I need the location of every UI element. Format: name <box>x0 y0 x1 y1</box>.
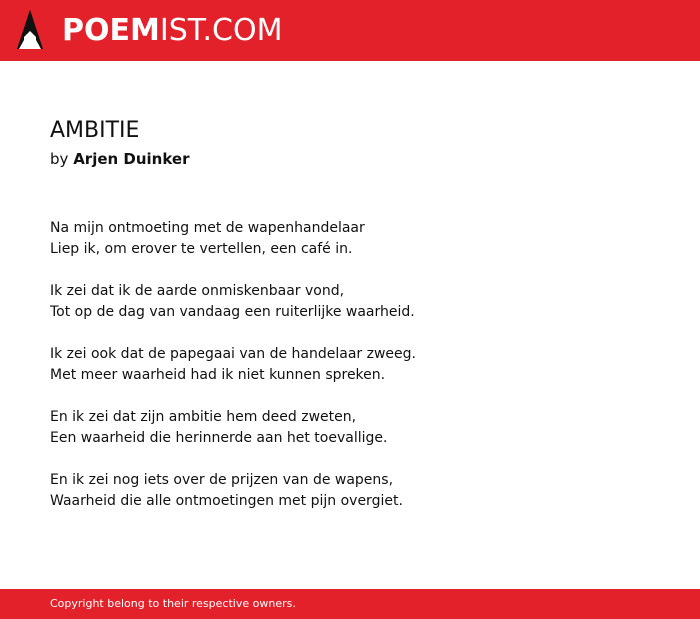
poem-line: Waarheid die alle ontmoetingen met pijn overgiet. <box>50 493 403 509</box>
logo-text-bold: POEM <box>62 13 160 48</box>
poem-line: Liep ik, om erover te vertellen, een café in. <box>50 241 353 257</box>
poem-line: Ik zei ook dat de papegaai van de handelaar zweeg. <box>50 346 416 362</box>
poem-line: En ik zei nog iets over de prijzen van de wapens, <box>50 472 394 488</box>
site-footer <box>0 589 700 619</box>
by-label: by <box>50 150 69 168</box>
stanza <box>50 281 416 323</box>
stanza <box>50 407 416 449</box>
poem-body <box>50 218 416 533</box>
site-header <box>0 0 700 61</box>
author-name: Arjen Duinker <box>73 150 190 168</box>
poem-title: AMBITIE <box>50 118 140 143</box>
site-logo[interactable] <box>62 13 282 49</box>
poem-line: Met meer waarheid had ik niet kunnen spreken. <box>50 367 386 383</box>
logo-text-light: IST.COM <box>159 13 283 48</box>
poem-line: Ik zei dat ik de aarde onmiskenbaar vond, <box>50 283 345 299</box>
stanza <box>50 470 416 512</box>
poem-line: En ik zei dat zijn ambitie hem deed zweten, <box>50 409 357 425</box>
stanza <box>50 344 416 386</box>
poem-line: Een waarheid die herinnerde aan het toevallige. <box>50 430 388 446</box>
stanza <box>50 218 416 260</box>
pencil-icon[interactable] <box>16 9 44 51</box>
poem-line: Na mijn ontmoeting met de wapenhandelaar <box>50 220 365 236</box>
copyright-notice: Copyright belong to their respective owners. <box>50 597 296 610</box>
poem-line: Tot op de dag van vandaag een ruiterlijke waarheid. <box>50 304 415 320</box>
byline <box>50 148 190 170</box>
